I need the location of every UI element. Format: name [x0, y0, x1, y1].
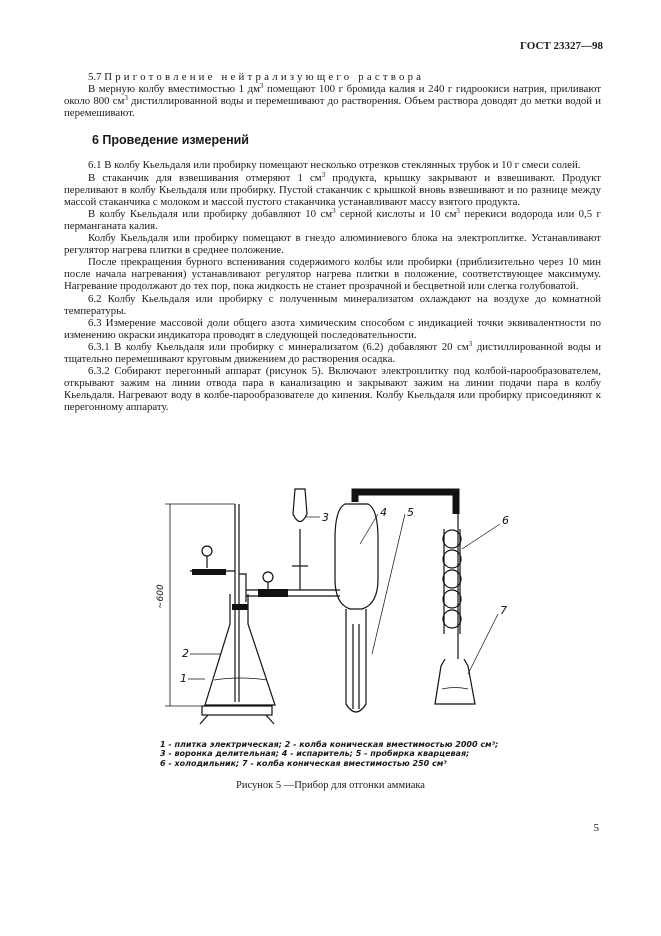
page-header: ГОСТ 23327—98	[520, 40, 603, 52]
figure-legend	[160, 740, 498, 768]
dropping-funnel	[293, 489, 307, 522]
section-title-5-7: Приготовление нейтрализующего раствора	[104, 71, 425, 83]
paragraph-6-3-2: 6.3.2 Собирают перегонный аппарат (рисунок 5). Включают электроплитку под колбой-парообразователем, открывают зажим на линии отвода пара в канализацию и закрывают зажим на линии подачи пара в колбу Кьельдаля. Нагревают воду в колбе-парообразователе до кипения. Колбу Кьельдаля или пробирку присоединяют к перегонному аппарату.	[64, 365, 601, 414]
figure-label: 4	[380, 506, 387, 519]
section-heading-6: 6 Проведение измерений	[92, 133, 249, 148]
figure-label: 6	[502, 514, 509, 527]
paragraph-6-3-1: 6.3.1 В колбу Кьельдаля или пробирку с минерализатом (6.2) добавляют 20 $см^3$ дистиллированной воды и тщательно перемешивают круговым движением до растворения осадка.	[64, 339, 601, 365]
dimension-label: ~600	[156, 584, 166, 609]
paragraph-6-3: 6.3 Измерение массовой доли общего азота химическим способом с индикацией точки эквивалентности по изменению окраски индикатора проводят в следующей последовательности.	[64, 316, 601, 341]
steam-hose	[355, 492, 456, 514]
page-number: 5	[593, 822, 599, 834]
figure-label: 1	[180, 672, 187, 685]
hot-plate	[202, 706, 272, 715]
quartz-tube	[346, 609, 366, 712]
evaporator	[335, 504, 378, 609]
paragraph-acid: В колбу Кьельдаля или пробирку добавляют 10 $см^3$ серной кислоты и 10 $см^3$ перекиси водорода или 0,5 г перманганата калия.	[64, 206, 601, 232]
figure-label: 3	[322, 511, 329, 524]
paragraph-5-7: 5.7 Приготовление нейтрализующего раствора	[88, 71, 425, 83]
conical-flask-250	[435, 659, 475, 704]
figure-label: 7	[500, 604, 507, 617]
legend-line: 6 - холодильник; 7 - колба коническая вместимостью 250 см³	[160, 758, 447, 768]
figure-label: 2	[182, 647, 189, 660]
legend-line: 3 - воронка делительная; 4 - испаритель; 5 - пробирка кварцевая;	[160, 749, 470, 759]
paragraph-weighing: В стаканчик для взвешивания отмеряют 1 $см^3$ продукта, крышку закрывают и взвешивают. Продукт переливают в колбу Кьельдаля или пробирку. Пустой стаканчик с крышкой вновь взвешивают и по разнице между массой стаканчика с молоком и массой пустого стаканчика устанавливают массу взятого продукта.	[64, 170, 601, 208]
legend-line: 1 - плитка электрическая; 2 - колба коническая вместимостью 2000 см³;	[160, 740, 499, 749]
paragraph-block: Колбу Кьельдаля или пробирку помещают в гнездо алюминиевого блока на электроплитке. Устанавливают регулятор нагрева плитки в среднее положение.	[64, 232, 601, 257]
figure-caption: Рисунок 5 —Прибор для отгонки аммиака	[236, 780, 425, 791]
paragraph-foam: После прекращения бурного вспенивания содержимого колбы или пробирки (приблизительно через 10 мин после начала нагревания) устанавливают регулятор нагрева плитки в положение, соответствующее максимуму. Нагревание продолжают до тех пор, пока жидкость не станет прозрачной и бесцветной или слегка голубоватой.	[64, 256, 601, 293]
figure-label: 5	[407, 506, 414, 519]
conical-flask-2000	[205, 594, 275, 705]
distillation-apparatus-figure	[150, 484, 530, 739]
paragraph-6-1: 6.1 В колбу Кьельдаля или пробирку помещают несколько отрезков стеклянных трубок и 10 г смеси солей.	[88, 159, 581, 172]
document-body	[64, 71, 601, 413]
paragraph-5-7-body: В мерную колбу вместимостью 1 $дм^3$ помещают 100 г бромида калия и 240 г гидроокиси натрия, приливают около 800 $см^3$ дистиллированной воды и перемешивают до растворения. Объем раствора доводят до метки водой и перемешивают.	[64, 82, 601, 120]
paragraph-6-2: 6.2 Колбу Кьельдаля или пробирку с полученным минерализатом охлаждают на воздухе до комнатной температуры.	[64, 292, 601, 317]
